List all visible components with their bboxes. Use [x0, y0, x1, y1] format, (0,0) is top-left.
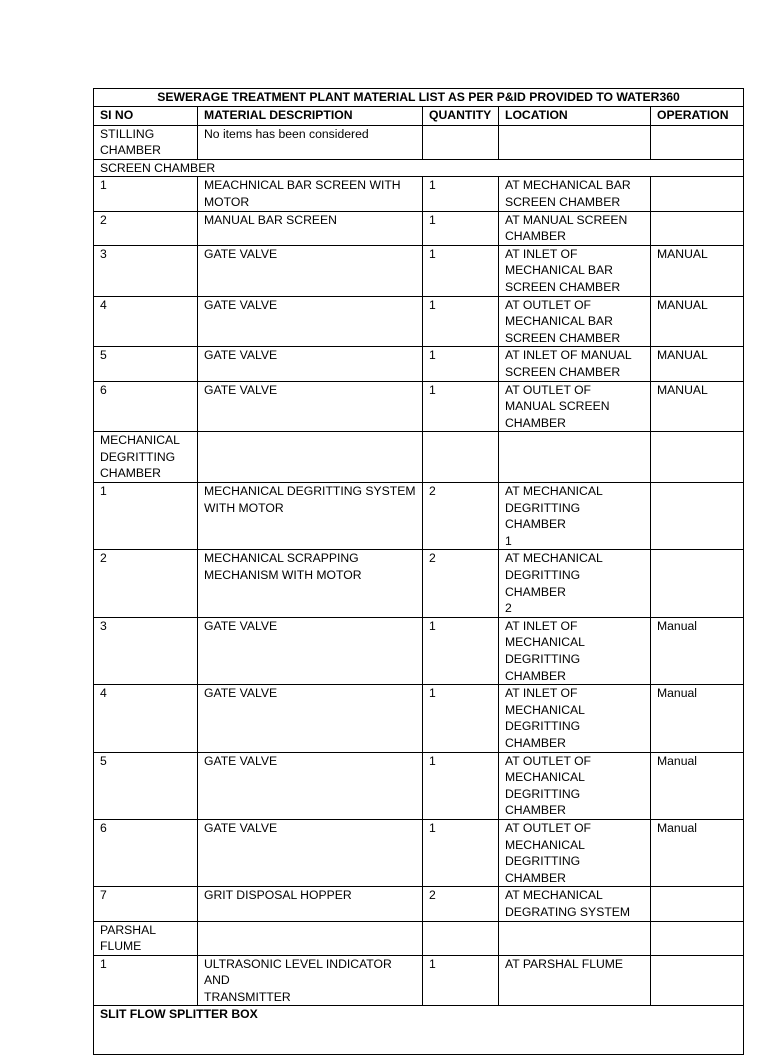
section-label: SCREEN CHAMBER — [94, 159, 744, 177]
table-row — [94, 483, 744, 550]
material-list-table — [93, 88, 744, 1055]
cell-location — [499, 381, 651, 432]
cell-text: GATE VALVE — [204, 297, 278, 312]
cell-text: MECHANICAL SCRAPPING MECHANISM WITH MOTOR — [204, 551, 362, 583]
cell-location — [499, 432, 651, 483]
cell-text: No items has been considered — [204, 126, 369, 141]
cell-text: AT INLET OF MECHANICAL DEGRITTING CHAMBER — [505, 618, 585, 683]
cell-text: MANUAL — [657, 246, 708, 261]
cell-text: MEACHNICAL BAR SCREEN WITH MOTOR — [204, 178, 401, 209]
cell-text: MANUAL — [657, 348, 708, 363]
table-row — [94, 381, 744, 432]
cell-quantity — [423, 432, 499, 483]
cell-location — [499, 550, 651, 617]
cell-location — [499, 177, 651, 211]
cell-material-description — [198, 887, 423, 921]
cell-quantity — [423, 125, 499, 159]
cell-text: 1 — [429, 753, 436, 768]
cell-location — [499, 483, 651, 550]
cell-location — [499, 125, 651, 159]
cell-text: MANUAL — [657, 382, 708, 397]
cell-text: GATE VALVE — [204, 246, 278, 261]
table-row — [94, 245, 744, 296]
cell-text: AT OUTLET OF MANUAL SCREEN CHAMBER — [505, 382, 610, 430]
cell-quantity — [423, 617, 499, 684]
table-row — [94, 887, 744, 921]
cell-text: 1 — [429, 246, 436, 261]
cell-text: GATE VALVE — [204, 382, 278, 397]
cell-text: 1 — [429, 178, 436, 193]
table-row — [94, 347, 744, 381]
cell-location — [499, 617, 651, 684]
cell-text: ULTRASONIC LEVEL INDICATOR AND TRANSMITTER — [204, 956, 392, 1004]
header-operation: OPERATION — [651, 106, 744, 125]
cell-operation — [651, 955, 744, 1006]
cell-text: MANUAL BAR SCREEN — [204, 212, 337, 227]
cell-material-description — [198, 550, 423, 617]
cell-si-no — [94, 550, 198, 617]
cell-text: MECHANICAL DEGRITTING CHAMBER — [100, 433, 180, 481]
cell-text: MANUAL — [657, 297, 708, 312]
cell-operation — [651, 432, 744, 483]
cell-si-no — [94, 125, 198, 159]
cell-material-description — [198, 211, 423, 245]
cell-quantity — [423, 483, 499, 550]
cell-material-description — [198, 752, 423, 819]
cell-text: 1 — [429, 956, 436, 971]
cell-text: AT OUTLET OF MECHANICAL BAR SCREEN CHAMBER — [505, 297, 621, 345]
cell-location — [499, 887, 651, 921]
cell-text: 2 — [429, 888, 436, 903]
section-row — [94, 159, 744, 177]
cell-material-description — [198, 296, 423, 347]
cell-text: Manual — [657, 820, 697, 835]
table-row — [94, 617, 744, 684]
cell-text: AT OUTLET OF MECHANICAL DEGRITTING CHAMBER — [505, 753, 592, 818]
cell-operation — [651, 685, 744, 752]
cell-operation — [651, 245, 744, 296]
cell-text: Manual — [657, 686, 697, 701]
cell-operation — [651, 819, 744, 886]
cell-operation — [651, 550, 744, 617]
cell-material-description — [198, 177, 423, 211]
cell-si-no — [94, 245, 198, 296]
cell-quantity — [423, 887, 499, 921]
cell-location — [499, 819, 651, 886]
cell-si-no — [94, 432, 198, 483]
cell-quantity — [423, 296, 499, 347]
cell-location — [499, 921, 651, 955]
cell-material-description — [198, 617, 423, 684]
cell-text: 2 — [100, 551, 107, 566]
section-label: SLIT FLOW SPLITTER BOX — [94, 1006, 744, 1055]
cell-text: GATE VALVE — [204, 348, 278, 363]
cell-text: AT OUTLET OF MECHANICAL DEGRITTING CHAMBER — [505, 820, 592, 885]
cell-text: GATE VALVE — [204, 686, 278, 701]
cell-operation — [651, 296, 744, 347]
table-title: SEWERAGE TREATMENT PLANT MATERIAL LIST AS PER P&ID PROVIDED TO WATER360 — [94, 89, 744, 107]
cell-text: 6 — [100, 382, 107, 397]
cell-text: 1 — [429, 297, 436, 312]
cell-operation — [651, 752, 744, 819]
cell-si-no — [94, 685, 198, 752]
cell-quantity — [423, 381, 499, 432]
table-row — [94, 177, 744, 211]
cell-text: Manual — [657, 753, 697, 768]
table-row — [94, 685, 744, 752]
cell-location — [499, 211, 651, 245]
cell-operation — [651, 381, 744, 432]
cell-si-no — [94, 483, 198, 550]
table-row — [94, 211, 744, 245]
cell-operation — [651, 887, 744, 921]
cell-text: 3 — [100, 618, 107, 633]
cell-text: 4 — [100, 686, 107, 701]
cell-si-no — [94, 617, 198, 684]
cell-text: 1 — [100, 484, 107, 499]
cell-location — [499, 245, 651, 296]
cell-text: GRIT DISPOSAL HOPPER — [204, 888, 352, 903]
cell-quantity — [423, 921, 499, 955]
cell-operation — [651, 347, 744, 381]
table-row — [94, 819, 744, 886]
cell-quantity — [423, 685, 499, 752]
cell-text: 1 — [429, 618, 436, 633]
header-material-description: MATERIAL DESCRIPTION — [198, 106, 423, 125]
cell-si-no — [94, 381, 198, 432]
cell-text: AT MECHANICAL DEGRITTING CHAMBER 2 — [505, 551, 603, 616]
cell-text: STILLING CHAMBER — [100, 126, 161, 158]
cell-location — [499, 685, 651, 752]
table-row — [94, 955, 744, 1006]
cell-quantity — [423, 752, 499, 819]
cell-location — [499, 296, 651, 347]
cell-text: AT INLET OF MANUAL SCREEN CHAMBER — [505, 348, 632, 379]
cell-location — [499, 347, 651, 381]
cell-text: 3 — [100, 246, 107, 261]
cell-material-description — [198, 125, 423, 159]
cell-operation — [651, 211, 744, 245]
cell-quantity — [423, 955, 499, 1006]
cell-text: 5 — [100, 348, 107, 363]
cell-si-no — [94, 921, 198, 955]
table-row — [94, 296, 744, 347]
cell-location — [499, 955, 651, 1006]
cell-text: GATE VALVE — [204, 753, 278, 768]
cell-text: 1 — [429, 348, 436, 363]
section-row — [94, 1006, 744, 1055]
cell-material-description — [198, 819, 423, 886]
cell-si-no — [94, 177, 198, 211]
cell-material-description — [198, 955, 423, 1006]
cell-material-description — [198, 432, 423, 483]
cell-text: PARSHAL FLUME — [100, 922, 156, 954]
cell-text: 6 — [100, 820, 107, 835]
cell-location — [499, 752, 651, 819]
cell-text: 4 — [100, 297, 107, 312]
cell-text: AT MECHANICAL DEGRATING SYSTEM — [505, 888, 631, 919]
cell-quantity — [423, 819, 499, 886]
cell-text: 2 — [429, 551, 436, 566]
cell-si-no — [94, 296, 198, 347]
cell-si-no — [94, 347, 198, 381]
cell-operation — [651, 177, 744, 211]
cell-text: GATE VALVE — [204, 618, 278, 633]
cell-text: 1 — [429, 820, 436, 835]
cell-text: AT INLET OF MECHANICAL BAR SCREEN CHAMBER — [505, 246, 621, 294]
cell-text: Manual — [657, 618, 697, 633]
cell-si-no — [94, 819, 198, 886]
cell-quantity — [423, 347, 499, 381]
header-location: LOCATION — [499, 106, 651, 125]
cell-quantity — [423, 550, 499, 617]
cell-material-description — [198, 245, 423, 296]
cell-text: AT MANUAL SCREEN CHAMBER — [505, 212, 628, 244]
cell-material-description — [198, 347, 423, 381]
table-row — [94, 432, 744, 483]
cell-material-description — [198, 921, 423, 955]
cell-operation — [651, 921, 744, 955]
cell-text: 2 — [429, 484, 436, 499]
table-row — [94, 550, 744, 617]
header-quantity: QUANTITY — [423, 106, 499, 125]
cell-text: MECHANICAL DEGRITTING SYSTEM WITH MOTOR — [204, 484, 416, 515]
cell-material-description — [198, 381, 423, 432]
cell-text: AT INLET OF MECHANICAL DEGRITTING CHAMBER — [505, 686, 585, 750]
table-row — [94, 752, 744, 819]
header-si-no: SI NO — [94, 106, 198, 125]
cell-quantity — [423, 245, 499, 296]
table-body — [94, 125, 744, 1055]
cell-si-no — [94, 211, 198, 245]
cell-text: 2 — [100, 212, 107, 227]
table-row — [94, 921, 744, 955]
cell-operation — [651, 125, 744, 159]
cell-quantity — [423, 211, 499, 245]
cell-si-no — [94, 955, 198, 1006]
cell-text: 5 — [100, 753, 107, 768]
cell-text: 1 — [429, 686, 436, 701]
table-row — [94, 125, 744, 159]
cell-text: GATE VALVE — [204, 820, 278, 835]
cell-material-description — [198, 685, 423, 752]
cell-text: AT PARSHAL FLUME — [505, 956, 624, 971]
cell-si-no — [94, 752, 198, 819]
cell-operation — [651, 483, 744, 550]
cell-text: 1 — [100, 178, 107, 193]
cell-text: 7 — [100, 888, 107, 903]
cell-text: 1 — [429, 382, 436, 397]
cell-material-description — [198, 483, 423, 550]
cell-text: AT MECHANICAL BAR SCREEN CHAMBER — [505, 178, 631, 209]
cell-text: 1 — [100, 956, 107, 971]
cell-si-no — [94, 887, 198, 921]
cell-quantity — [423, 177, 499, 211]
cell-operation — [651, 617, 744, 684]
cell-text: 1 — [429, 212, 436, 227]
header-row — [94, 106, 744, 125]
cell-text: AT MECHANICAL DEGRITTING CHAMBER 1 — [505, 484, 603, 548]
